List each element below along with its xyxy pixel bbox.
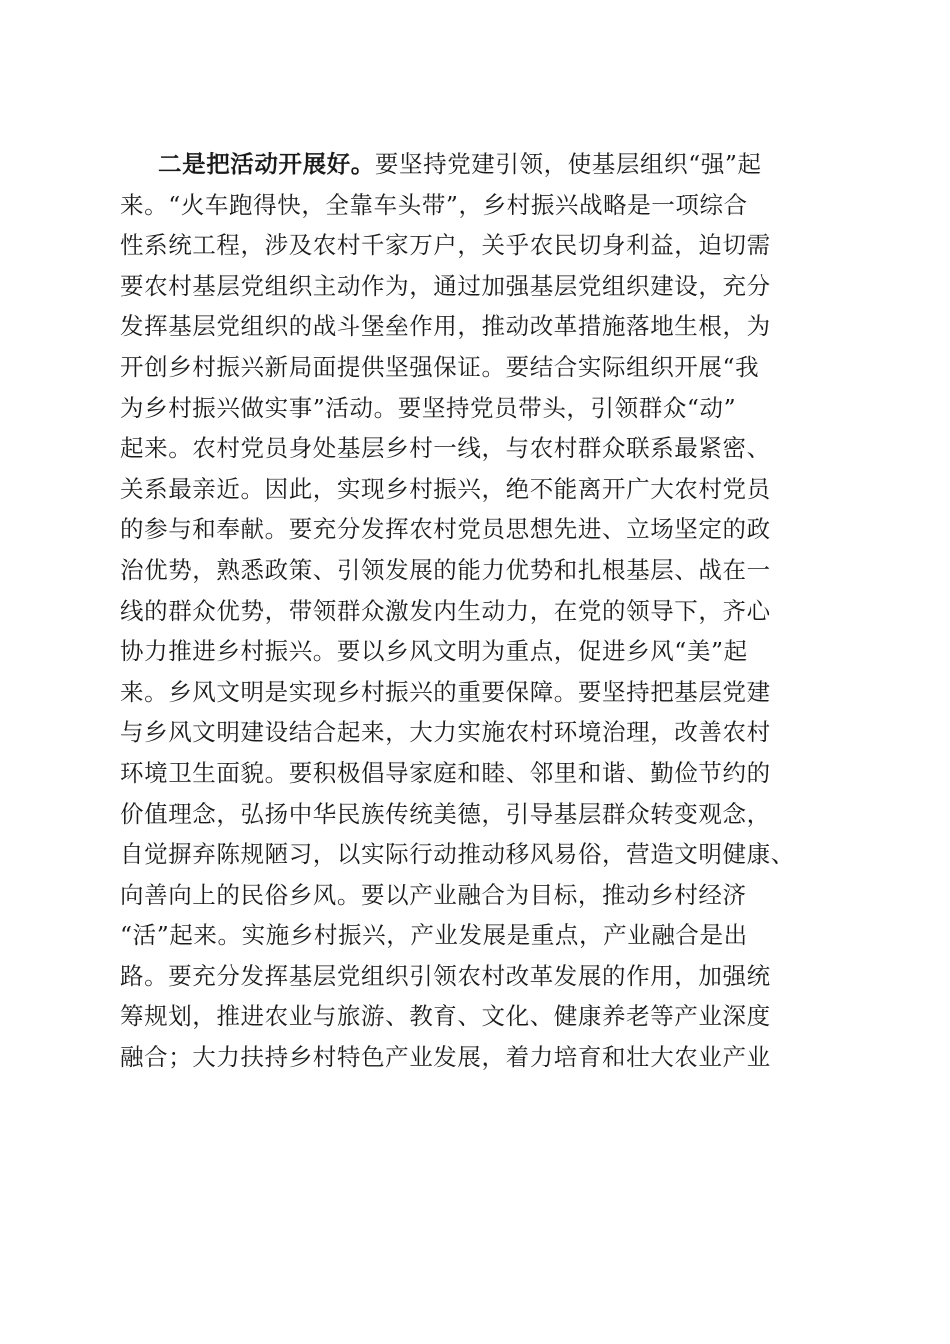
paragraph-line: 环境卫生面貌。要积极倡导家庭和睦、邻里和谐、勤俭节约的 (120, 758, 771, 787)
paragraph-line: 性系统工程，涉及农村千家万户，关乎农民切身利益，迫切需 (120, 231, 771, 260)
paragraph-line: 价值理念，弘扬中华民族传统美德，引导基层群众转变观念， (120, 799, 771, 828)
paragraph-line: 向善向上的民俗乡风。要以产业融合为目标，推动乡村经济 (120, 880, 747, 909)
paragraph-line: 为乡村振兴做实事”活动。要坚持党员带头，引领群众“动” (120, 393, 737, 422)
paragraph-line: 治优势，熟悉政策、引领发展的能力优势和扎根基层、战在一 (120, 555, 771, 584)
paragraph-line: 的参与和奉献。要充分发挥农村党员思想先进、立场坚定的政 (120, 515, 771, 544)
paragraph-line: “活”起来。实施乡村振兴，产业发展是重点，产业融合是出 (120, 921, 748, 950)
paragraph-line: 协力推进乡村振兴。要以乡风文明为重点，促进乡风“美”起 (120, 637, 748, 666)
paragraph-line: 发挥基层党组织的战斗堡垒作用，推动改革措施落地生根，为 (120, 312, 771, 341)
paragraph-line: 筹规划，推进农业与旅游、教育、文化、健康养老等产业深度 (120, 1002, 771, 1031)
paragraph-line: 自觉摒弃陈规陋习，以实际行动推动移风易俗，营造文明健康、 (120, 840, 795, 869)
paragraph-lead-sentence: 二是把活动开展好。 (158, 150, 375, 178)
paragraph-line: 关系最亲近。因此，实现乡村振兴，绝不能离开广大农村党员 (120, 474, 771, 503)
paragraph-line: 线的群众优势，带领群众激发内生动力，在党的领导下，齐心 (120, 596, 771, 625)
paragraph-line: 起来。农村党员身处基层乡村一线，与农村群众联系最紧密、 (120, 434, 771, 463)
paragraph-line: 与乡风文明建设结合起来，大力实施农村环境治理，改善农村 (120, 718, 771, 747)
paragraph-line: 融合；大力扶持乡村特色产业发展，着力培育和壮大农业产业 (120, 1043, 771, 1072)
paragraph-line: 要农村基层党组织主动作为，通过加强基层党组织建设，充分 (120, 271, 771, 300)
paragraph-line: 开创乡村振兴新局面提供坚强保证。要结合实际组织开展“我 (120, 352, 760, 381)
paragraph-line: 来。乡风文明是实现乡村振兴的重要保障。要坚持把基层党建 (120, 677, 771, 706)
paragraph-line-1-text: 要坚持党建引领，使基层组织“强”起 (374, 150, 762, 178)
paragraph (120, 144, 880, 1078)
paragraph-line: 路。要充分发挥基层党组织引领农村改革发展的作用，加强统 (120, 961, 771, 990)
paragraph-line-1 (120, 144, 880, 185)
paragraph-line: 来。“火车跑得快，全靠车头带”，乡村振兴战略是一项综合 (120, 190, 748, 219)
